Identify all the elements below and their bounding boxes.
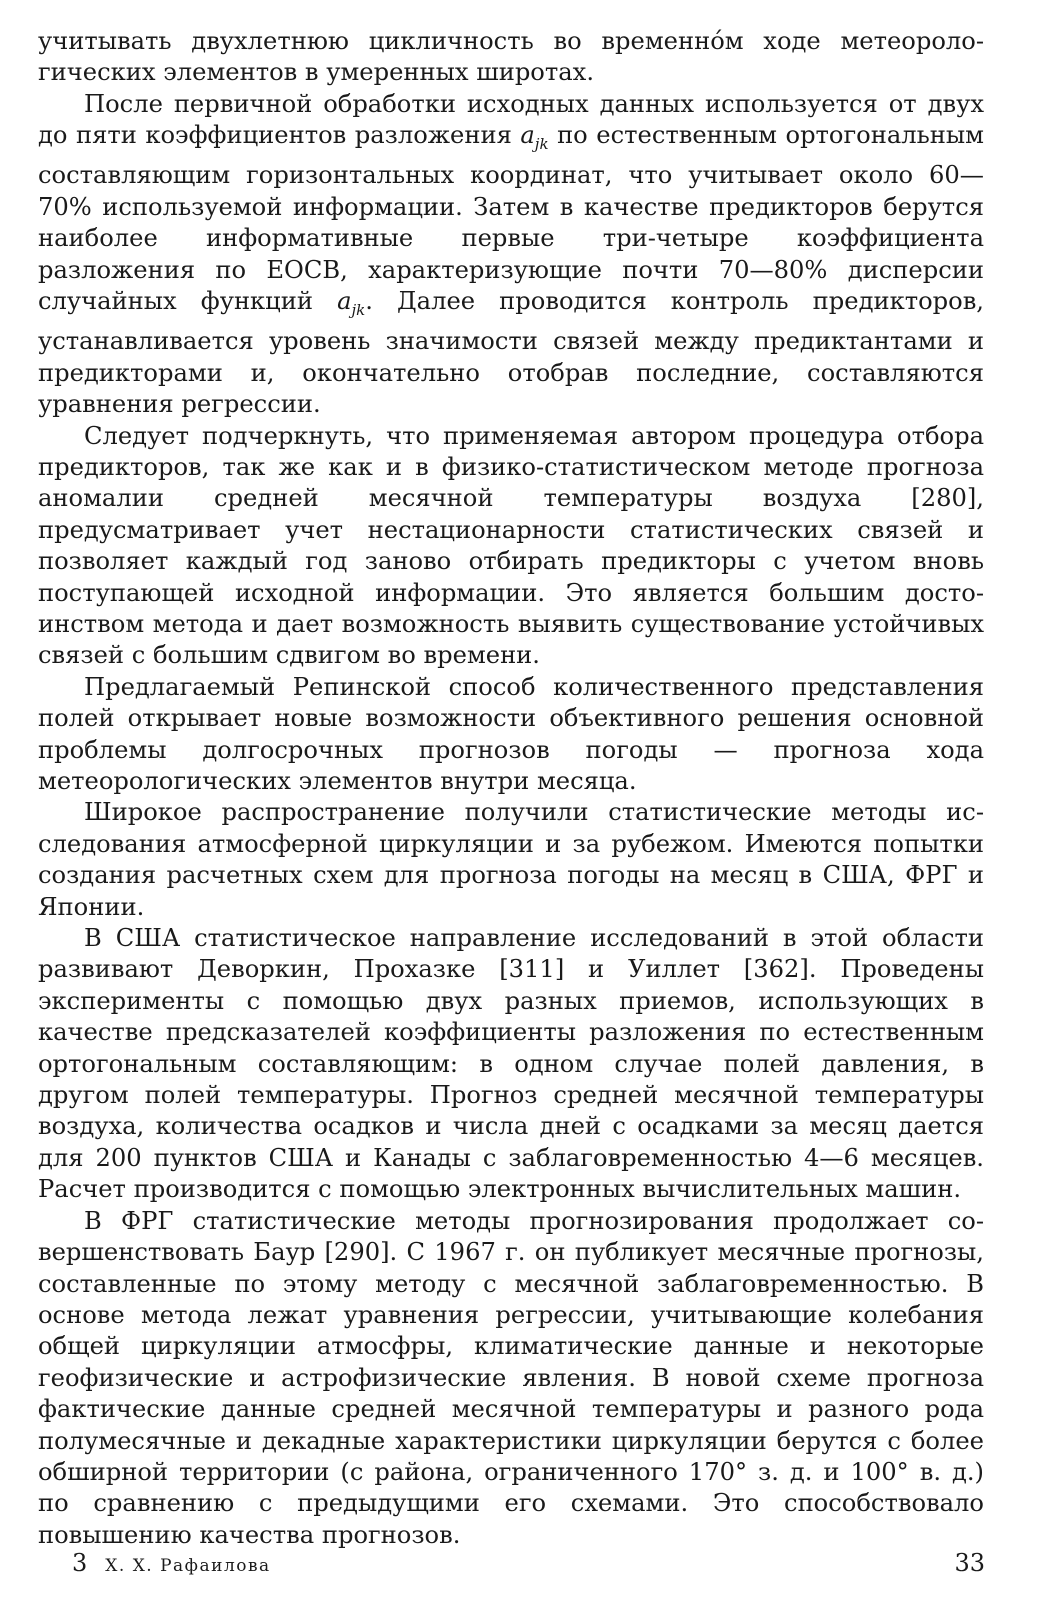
signature-number: 3 (72, 1549, 88, 1577)
page-footer (72, 1547, 985, 1579)
paragraph-1: учитывать двухлетнюю цикличность во временно́м ходе метеорологических элементов в умеренных широтах. (38, 27, 984, 87)
page-body (38, 26, 984, 1551)
signature-author: Х. Х. Рафаилова (105, 1556, 271, 1576)
paragraph-6: В США статистическое направление исследований в этой области развивают Деворкин, Прохазке [311] и Уиллет [362]. Проведены эксперименты с помощью двух разных приемов, использующих в качестве предсказателей коэффициенты разложения по естественным ортогональным составляющим: в одном случае полей давления, в другом полей температуры. Прогноз средней месячной температуры воздуха, количества осадков и числа дней с осадками за месяц дается для 200 пунктов США и Канады с заблаговременностью 4—6 месяцев. Расчет производится с помощью электронных вычислительных машин. (38, 924, 984, 1204)
signature-mark (72, 1547, 271, 1582)
page-number: 33 (954, 1549, 985, 1577)
paragraph-7: В ФРГ статистические методы прогнозирования продолжает совершенствовать Баур [290]. С 1967 г. он публикует месячные прогнозы, составленные по этому методу с месячной заблаговременностью. В основе метода лежат уравнения регрессии, учитывающие колебания общей циркуляции атмосфры, климатические данные и некоторые геофизические и астрофизические явления. В новой схеме прогноза фактические данные средней месячной температуры и разного рода полумесячные и декадные характеристики циркуляции берутся с более обширной территории (с района, ограниченного 170° з. д. и 100° в. д.) по сравнению с предыдущими его схемами. Это способствовало повышению качества прогнозов. (38, 1206, 984, 1549)
paragraph-3: Следует подчеркнуть, что применяемая автором процедура отбора предикторов, так же как и в физико-статистическом методе прогноза аномалии средней месячной температуры воздуха [280], предусматривает учет нестационарности статистических связей и позволяет каждый год заново отбирать предикторы с учетом вновь поступающей исходной информации. Это является большим достоинством метода и дает возможность выявить существование устойчивых связей с большим сдвигом во времени. (38, 421, 984, 670)
paragraph-4: Предлагаемый Репинской способ количественного представления полей открывает новые возможности объективного решения основной проблемы долгосрочных прогнозов погоды — прогноза хода метеорологических элементов внутри месяца. (38, 672, 984, 795)
paragraph-2: После первичной обработки исходных данных используется от двух до пяти коэффициентов разложения $a_{jk}$ по естественным ортогональным составляющим горизонтальных координат, что учитывает около 60—70% используемой информации. Затем в качестве предикторов берутся наиболее информативные первые три-четыре коэффициента разложения по ЕОСВ, характеризующие почти 70—80% дисперсии случайных функций $a_{jk}$. Далее проводится контроль предикторов, устанавливается уровень значимости связей между предиктантами и предикторами и, окончательно отобрав последние, составляются уравнения регрессии. (38, 89, 984, 419)
paragraph-5: Широкое распространение получили статистические методы исследования атмосферной циркуляции и за рубежом. Имеются попытки создания расчетных схем для прогноза погоды на месяц в США, ФРГ и Японии. (38, 798, 984, 921)
